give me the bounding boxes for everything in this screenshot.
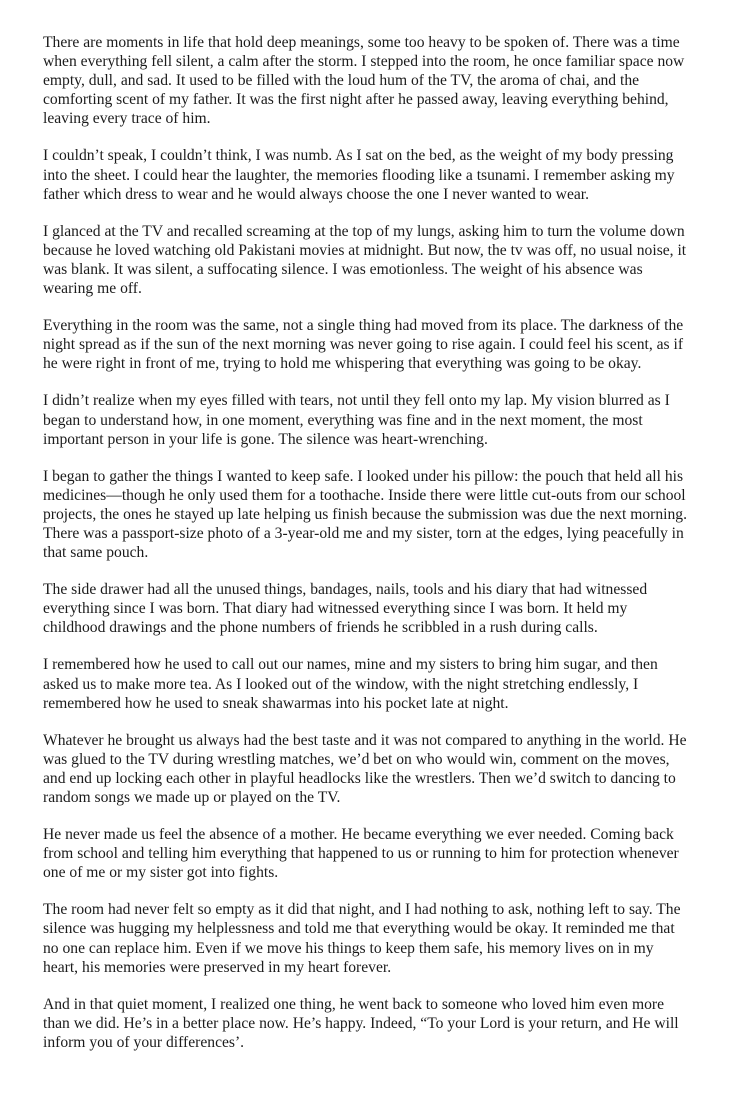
document-body	[43, 33, 691, 1070]
paragraph-11: The room had never felt so empty as it did that night, and I had nothing to ask, nothing left to say. The silence was hugging my helplessness and told me that everything would be okay. It reminded me that no one can replace him. Even if we move his things to keep them safe, his memory lives on in my heart, his memories were preserved in my heart forever.	[43, 901, 681, 976]
paragraph-8: I remembered how he used to call out our names, mine and my sisters to bring him sugar, and then asked us to make more tea. As I looked out of the window, with the night stretching endlessly, I remembered how he used to sneak shawarmas into his pocket late at night.	[43, 656, 658, 712]
paragraph-3: I glanced at the TV and recalled screaming at the top of my lungs, asking him to turn the volume down because he loved watching old Pakistani movies at midnight. But now, the tv was off, no usual noise, it was blank. It was silent, a suffocating silence. I was emotionless. The weight of his absence was wearing me off.	[43, 222, 687, 298]
paragraph-1: There are moments in life that hold deep meanings, some too heavy to be spoken of. There was a time when everything fell silent, a calm after the storm. I stepped into the room, he once familiar space now empty, dull, and sad. It used to be filled with the loud hum of the TV, the aroma of chai, and the comforting scent of my father. It was the first night after he passed away, leaving everything behind, leaving every trace of him.	[43, 34, 685, 128]
paragraph-7: The side drawer had all the unused things, bandages, nails, tools and his diary that had witnessed everything since I was born. That diary had witnessed everything since I was born. It held my childhood drawings and the phone numbers of friends he scribbled in a rush during calls.	[43, 581, 648, 637]
paragraph-4: Everything in the room was the same, not a single thing had moved from its place. The darkness of the night spread as if the sun of the next morning was never going to rise again. I could feel his scent, as if he were right in front of me, trying to hold me whispering that everything was going to be okay.	[43, 317, 684, 373]
paragraph-12: And in that quiet moment, I realized one thing, he went back to someone who loved him even more than we did. He’s in a better place now. He’s happy. Indeed, “To your Lord is your return, and He will inform you of your differences’.	[43, 995, 679, 1051]
paragraph-5: I didn’t realize when my eyes filled with tears, not until they fell onto my lap. My vision blurred as I began to understand how, in one moment, everything was fine and in the next moment, the most important person in your life is gone. The silence was heart-wrenching.	[43, 392, 670, 448]
paragraph-6: I began to gather the things I wanted to keep safe. I looked under his pillow: the pouch that held all his medicines—though he only used them for a toothache. Inside there were little cut-outs from our school projects, the ones he stayed up late helping us finish because the submission was due the next morning. There was a passport-size photo of a 3-year-old me and my sister, torn at the edges, lying peacefully in that same pouch.	[43, 467, 687, 562]
paragraph-10: He never made us feel the absence of a mother. He became everything we ever needed. Coming back from school and telling him everything that happened to us or running to him for protection whenever one of me or my sister got into fights.	[43, 826, 679, 882]
paragraph-9: Whatever he brought us always had the best taste and it was not compared to anything in the world. He was glued to the TV during wrestling matches, we’d bet on who would win, comment on the moves, and end up locking each other in playful headlocks like the wrestlers. Then we’d switch to dancing to random songs we made up or played on the TV.	[43, 731, 687, 806]
paragraph-2: I couldn’t speak, I couldn’t think, I was numb. As I sat on the bed, as the weight of my body pressing into the sheet. I could hear the laughter, the memories flooding like a tsunami. I remember asking my father which dress to wear and he would always choose the one I never wanted to wear.	[43, 147, 675, 203]
